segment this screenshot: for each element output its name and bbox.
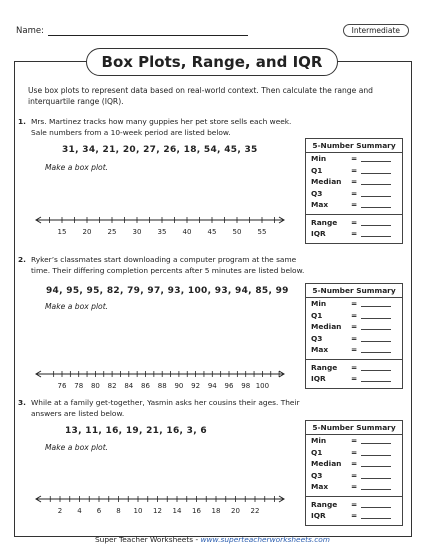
worksheet-title: Box Plots, Range, and IQR <box>86 48 338 76</box>
five-number-summary <box>305 138 403 244</box>
tick-label: 8 <box>116 507 121 515</box>
answer-blank[interactable] <box>361 155 391 162</box>
answer-blank[interactable] <box>361 201 391 208</box>
tick-label: 92 <box>191 382 201 390</box>
summary-row-q1: Q1 = <box>306 447 402 459</box>
tick-label: 50 <box>232 228 242 236</box>
tick-label: 100 <box>255 382 270 390</box>
tick-label: 20 <box>82 228 92 236</box>
answer-blank[interactable] <box>361 364 391 371</box>
answer-blank[interactable] <box>361 483 391 490</box>
tick-label: 30 <box>132 228 142 236</box>
question-1 <box>18 116 308 138</box>
answer-blank[interactable] <box>361 312 391 319</box>
five-number-summary <box>305 420 403 526</box>
number-line-svg <box>30 366 290 396</box>
data-set: 13, 11, 16, 19, 21, 16, 3, 6 <box>65 426 207 436</box>
answer-blank[interactable] <box>361 167 391 174</box>
question-number: 3. <box>18 398 26 407</box>
summary-row-max: Max = <box>306 481 402 493</box>
summary-row-min: Min = <box>306 435 402 447</box>
answer-blank[interactable] <box>361 346 391 353</box>
answer-blank[interactable] <box>361 460 391 467</box>
question-number: 1. <box>18 117 26 126</box>
answer-blank[interactable] <box>361 437 391 444</box>
tick-label: 40 <box>182 228 192 236</box>
name-row <box>16 26 248 36</box>
summary-row-q3: Q3 = <box>306 333 402 345</box>
summary-row-iqr: IQR = <box>306 373 402 385</box>
question-text: Ryker’s classmates start downloading a computer program at the same time. Their differing completion percents after 5 minutes are listed below. <box>31 255 305 275</box>
tick-label: 90 <box>174 382 184 390</box>
question-3 <box>18 397 308 419</box>
tick-label: 45 <box>207 228 217 236</box>
tick-label: 55 <box>257 228 267 236</box>
summary-row-min: Min = <box>306 153 402 165</box>
summary-row-median: Median = <box>306 321 402 333</box>
tick-label: 35 <box>157 228 167 236</box>
tick-label: 88 <box>157 382 167 390</box>
answer-blank[interactable] <box>361 178 391 185</box>
number-line <box>30 491 290 521</box>
question-2 <box>18 254 308 276</box>
tick-label: 14 <box>172 507 182 515</box>
tick-label: 12 <box>153 507 162 515</box>
tick-label: 16 <box>192 507 201 515</box>
tick-label: 76 <box>57 382 67 390</box>
data-set: 31, 34, 21, 20, 27, 26, 18, 54, 45, 35 <box>62 145 258 155</box>
answer-blank[interactable] <box>361 501 391 508</box>
summary-title: 5-Number Summary <box>306 284 402 298</box>
tick-label: 15 <box>57 228 67 236</box>
level-badge: Intermediate <box>343 24 409 37</box>
summary-row-q1: Q1 = <box>306 165 402 177</box>
tick-label: 6 <box>96 507 102 515</box>
summary-row-max: Max = <box>306 344 402 356</box>
number-line <box>30 212 290 242</box>
summary-row-range: Range = <box>306 214 402 229</box>
question-text: Mrs. Martinez tracks how many guppies her pet store sells each week. Sale numbers from a 10-week period are listed below. <box>31 117 292 137</box>
tick-label: 86 <box>141 382 150 390</box>
summary-row-q1: Q1 = <box>306 310 402 322</box>
instruction: Make a box plot. <box>45 163 109 172</box>
number-line <box>30 366 290 396</box>
tick-label: 25 <box>107 228 117 236</box>
answer-blank[interactable] <box>361 230 391 237</box>
tick-label: 4 <box>77 507 82 515</box>
tick-label: 96 <box>224 382 234 390</box>
summary-row-q3: Q3 = <box>306 188 402 200</box>
tick-label: 78 <box>74 382 84 390</box>
answer-blank[interactable] <box>361 375 391 382</box>
footer-text: Super Teacher Worksheets - <box>94 535 201 544</box>
tick-label: 82 <box>107 382 117 390</box>
name-field[interactable] <box>48 27 248 36</box>
summary-row-range: Range = <box>306 359 402 374</box>
name-label: Name: <box>16 26 44 36</box>
summary-row-q3: Q3 = <box>306 470 402 482</box>
summary-row-max: Max = <box>306 199 402 211</box>
answer-blank[interactable] <box>361 323 391 330</box>
answer-blank[interactable] <box>361 335 391 342</box>
number-line-svg <box>30 212 290 242</box>
number-line-svg <box>30 491 290 521</box>
summary-row-min: Min = <box>306 298 402 310</box>
summary-row-median: Median = <box>306 458 402 470</box>
summary-row-median: Median = <box>306 176 402 188</box>
tick-label: 2 <box>57 507 63 515</box>
summary-row-iqr: IQR = <box>306 510 402 522</box>
tick-label: 84 <box>124 382 134 390</box>
summary-row-range: Range = <box>306 496 402 511</box>
intro-text: Use box plots to represent data based on real-world context. Then calculate the range and interquartile range (IQR). <box>28 86 373 106</box>
question-text: While at a family get-together, Yasmin asks her cousins their ages. Their answers are listed below. <box>31 398 300 418</box>
answer-blank[interactable] <box>361 219 391 226</box>
summary-title: 5-Number Summary <box>306 139 402 153</box>
footer <box>0 535 425 544</box>
answer-blank[interactable] <box>361 300 391 307</box>
summary-row-iqr: IQR = <box>306 228 402 240</box>
answer-blank[interactable] <box>361 449 391 456</box>
summary-title: 5-Number Summary <box>306 421 402 435</box>
tick-label: 22 <box>250 507 260 515</box>
tick-label: 10 <box>133 507 143 515</box>
tick-label: 18 <box>211 507 221 515</box>
answer-blank[interactable] <box>361 512 391 519</box>
data-set: 94, 95, 95, 82, 79, 97, 93, 100, 93, 94, 85, 99 <box>46 286 289 296</box>
tick-label: 80 <box>90 382 100 390</box>
answer-blank[interactable] <box>361 190 391 197</box>
instruction: Make a box plot. <box>45 302 109 311</box>
answer-blank[interactable] <box>361 472 391 479</box>
question-number: 2. <box>18 255 26 264</box>
tick-label: 98 <box>241 382 251 390</box>
tick-label: 20 <box>231 507 240 515</box>
instruction: Make a box plot. <box>45 443 109 452</box>
five-number-summary <box>305 283 403 389</box>
footer-url[interactable]: www.superteacherworksheets.com <box>200 535 330 544</box>
tick-label: 94 <box>207 382 217 390</box>
